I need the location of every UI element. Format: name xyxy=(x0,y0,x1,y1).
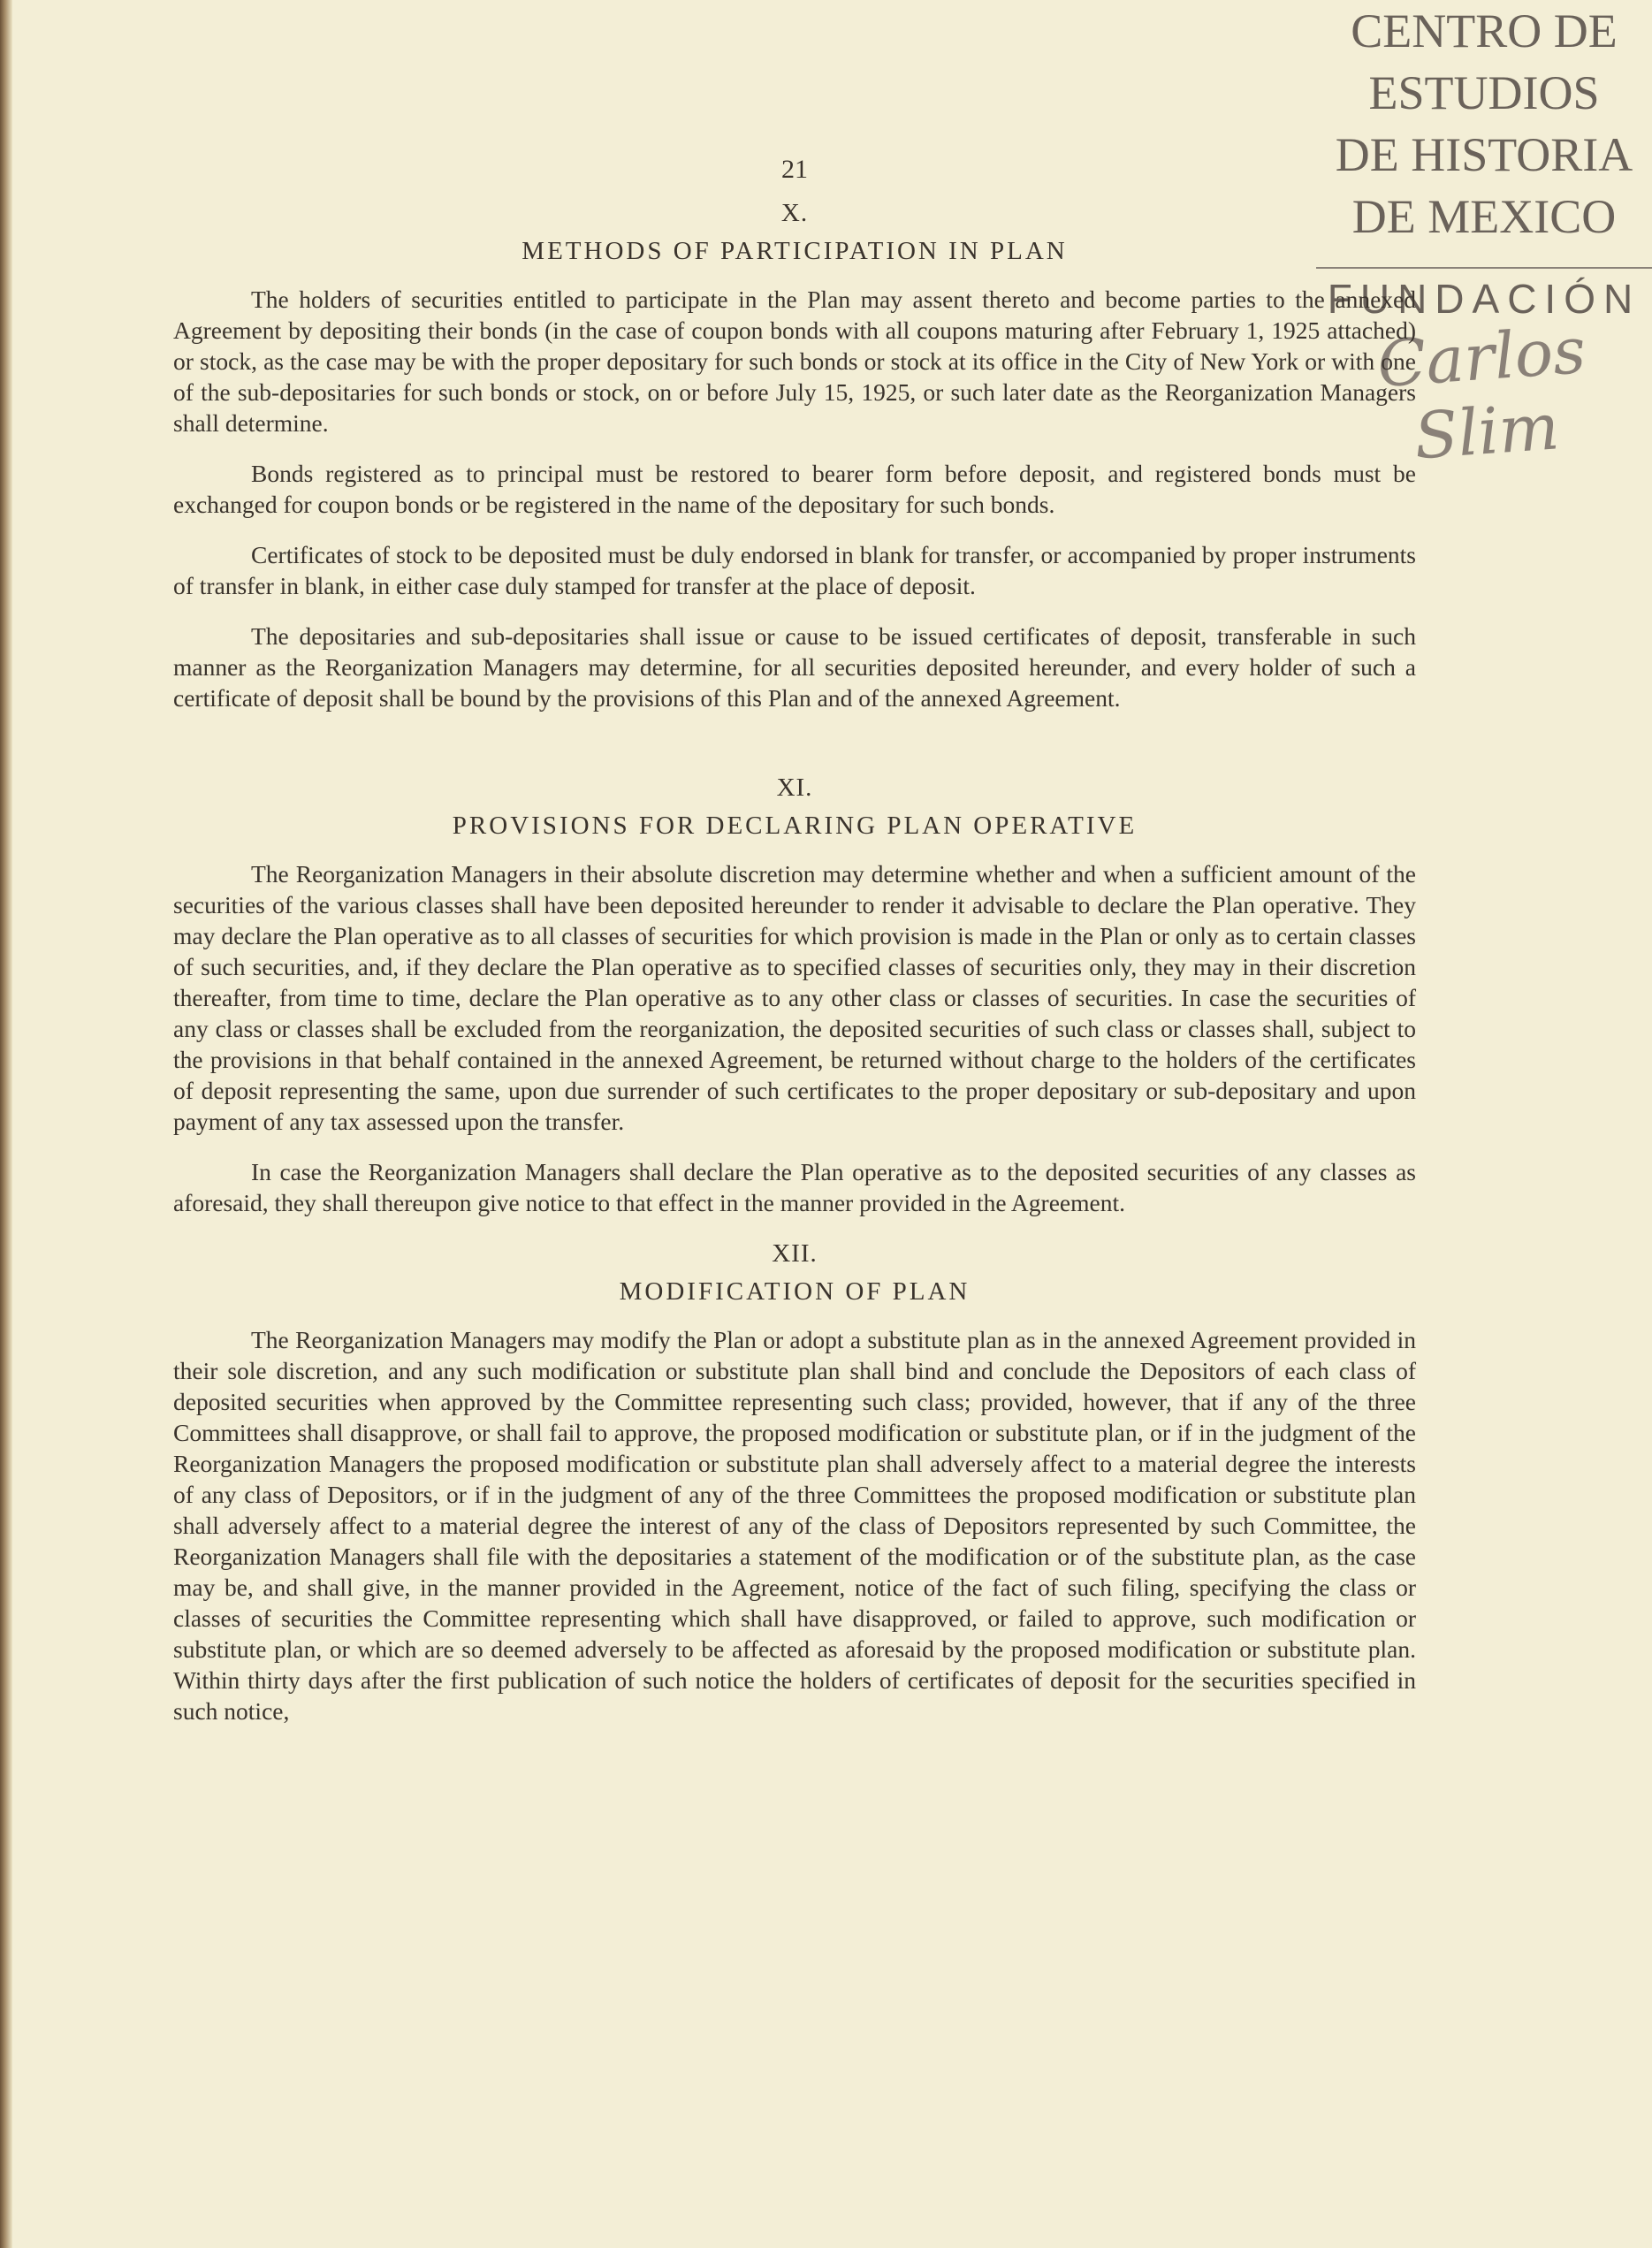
section-xi xyxy=(173,773,1416,1218)
paragraph: Certificates of stock to be deposited must be duly endorsed in blank for transfer, or accompanied by proper instruments of transfer in blank, in either case duly stamped for transfer at the place of deposit. xyxy=(173,541,1416,599)
watermark-line: DE HISTORIA xyxy=(1335,128,1633,181)
section-title: MODIFICATION OF PLAN xyxy=(619,1277,971,1306)
section-number: XII. xyxy=(772,1239,818,1268)
section-title: METHODS OF PARTICIPATION IN PLAN xyxy=(521,237,1068,265)
watermark-line: CENTRO DE xyxy=(1351,4,1618,57)
document-body xyxy=(173,146,1416,1746)
page-binding-edge xyxy=(0,0,12,2248)
section-x xyxy=(173,199,1416,713)
section-xii xyxy=(173,1239,1416,1726)
paragraph: The Reorganization Managers may modify the Plan or adopt a substitute plan as in the annexed Agreement provided in their sole discretion, and any such modification or substitute plan shall bind and conclude the Depositors of each class of deposited securities when approved by the Committee representing such class; provided, however, that if any of the three Committees shall disapprove, or shall fail to approve, the proposed modification or substitute plan, or if in the judgment of the Reorganization Managers the proposed modification or substitute plan shall adversely affect to a material degree the interests of any class of Depositors, or if in the judgment of any of the three Committees the proposed modification or substitute plan shall adversely affect to a material degree the interest of any of the class of Depositors represented by such Committee, the Reorganization Managers shall file with the depositaries a statement of the modification or of the substitute plan, as the case may be, and shall give, in the manner provided in the Agreement, notice of the fact of such filing, specifying the class or classes of securities the Committee representing which shall have disapproved, or failed to approve, such modification or substitute plan, or which are so deemed adversely to be affected as aforesaid by the proposed modification or substitute plan. Within thirty days after the first publication of such notice the holders of certificates of deposit for the securities specified in such notice, xyxy=(173,1326,1416,1725)
paragraph: The Reorganization Managers in their absolute discretion may determine whether and when a sufficient amount of the securities of the various classes shall have been deposited hereunder to render it advisable to declare the Plan operative. They may declare the Plan operative as to all classes of securities for which provision is made in the Plan or only as to certain classes of such securities, and, if they declare the Plan operative as to specified classes of securities only, they may in their discretion thereafter, from time to time, declare the Plan operative as to any other class or classes of securities. In case the securities of any class or classes shall be excluded from the reorganization, the deposited securities of such class or classes shall, subject to the provisions in that behalf contained in the annexed Agreement, be returned without charge to the holders of the certificates of deposit representing the same, upon due surrender of such certificates to the proper depositary or sub-depositary and upon payment of any tax assessed upon the transfer. xyxy=(173,860,1416,1135)
watermark-signature: Carlos Slim xyxy=(1374,312,1588,474)
watermark-foundation: FUNDACIÓN xyxy=(1327,276,1641,322)
paragraph: Bonds registered as to principal must be restored to bearer form before deposit, and registered bonds must be exchanged for coupon bonds or be registered in the name of the depositary for such bonds. xyxy=(173,460,1416,518)
paragraph: The depositaries and sub-depositaries shall issue or cause to be issued certificates of deposit, transferable in such manner as the Reorganization Managers may determine, for all securities deposited hereunder, and every holder of such a certificate of deposit shall be bound by the provisions of this Plan and of the annexed Agreement. xyxy=(173,622,1416,712)
paragraph: The holders of securities entitled to participate in the Plan may assent thereto and become parties to the annexed Agreement by depositing their bonds (in the case of coupon bonds with all coupons maturing after February 1, 1925 attached) or stock, as the case may be with the proper depositary for such bonds or stock at its office in the City of New York or with one of the sub-depositaries for such bonds or stock, on or before July 15, 1925, or such later date as the Reorganization Managers shall determine. xyxy=(173,286,1416,437)
watermark-line: ESTUDIOS xyxy=(1368,66,1600,119)
section-title: PROVISIONS FOR DECLARING PLAN OPERATIVE xyxy=(452,812,1138,840)
section-number: XI. xyxy=(776,773,813,802)
page-number: 21 xyxy=(781,155,808,184)
section-number: X. xyxy=(780,199,809,227)
watermark-line: DE MEXICO xyxy=(1351,190,1617,243)
paragraph: In case the Reorganization Managers shall declare the Plan operative as to the deposited securities of any classes as aforesaid, they shall thereupon give notice to that effect in the manner provided in the Agreement. xyxy=(173,1158,1416,1216)
